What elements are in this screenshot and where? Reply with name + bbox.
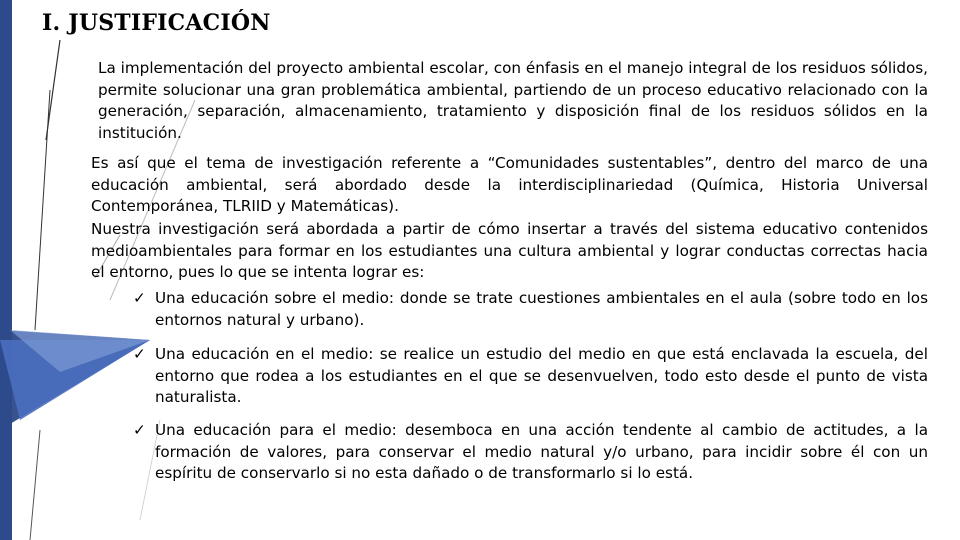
list-item [133,344,928,409]
list-item-text: Una educación para el medio: desemboca en una acción tendente al cambio de actitudes, a la formación de valores, para conservar el medio natural y/o urbano, para incidir sobre él con un espíritu de conservarlo si no esta dañado o de transformarlo si lo está. [155,421,928,483]
check-icon: ✓ [133,421,146,439]
list-item [133,288,928,331]
paragraph-research-topic: Es así que el tema de investigación referente a “Comunidades sustentables”, dentro del marco de una educación ambiental, será abordado desde la interdisciplinariedad (Química, Historia Universal Contemporánea, TLRIID y Matemáticas). [91,154,928,216]
deco-line-5 [30,430,40,540]
page-title: I. JUSTIFICACIÓN [42,10,271,36]
list-item-text: Una educación en el medio: se realice un estudio del medio en que está enclavada la escuela, del entorno que rodea a los estudiantes en el que se desenvuelven, todo esto desde el punto de vista naturalista. [155,345,928,407]
list-item [133,420,928,485]
list-item-text: Una educación sobre el medio: donde se trate cuestiones ambientales en el aula (sobre todo en los entornos natural y urbano). [155,289,928,329]
check-icon: ✓ [133,345,146,363]
deco-line-2 [35,90,50,330]
paragraph-intro: La implementación del proyecto ambiental escolar, con énfasis en el manejo integral de los residuos sólidos, permite solucionar una gran problemática ambiental, partiendo de un proceso educativo relacionado con la generación, separación, almacenamiento, tratamiento y disposición final de los residuos sólidos en la institución. [98,59,928,142]
paragraph-research-approach: Nuestra investigación será abordada a partir de cómo insertar a través del sistema educativo contenidos medioambientales para formar en los estudiantes una cultura ambiental y lograr conductas correctas hacia el entorno, pues lo que se intenta lograr es: [91,220,928,282]
check-icon: ✓ [133,289,146,307]
